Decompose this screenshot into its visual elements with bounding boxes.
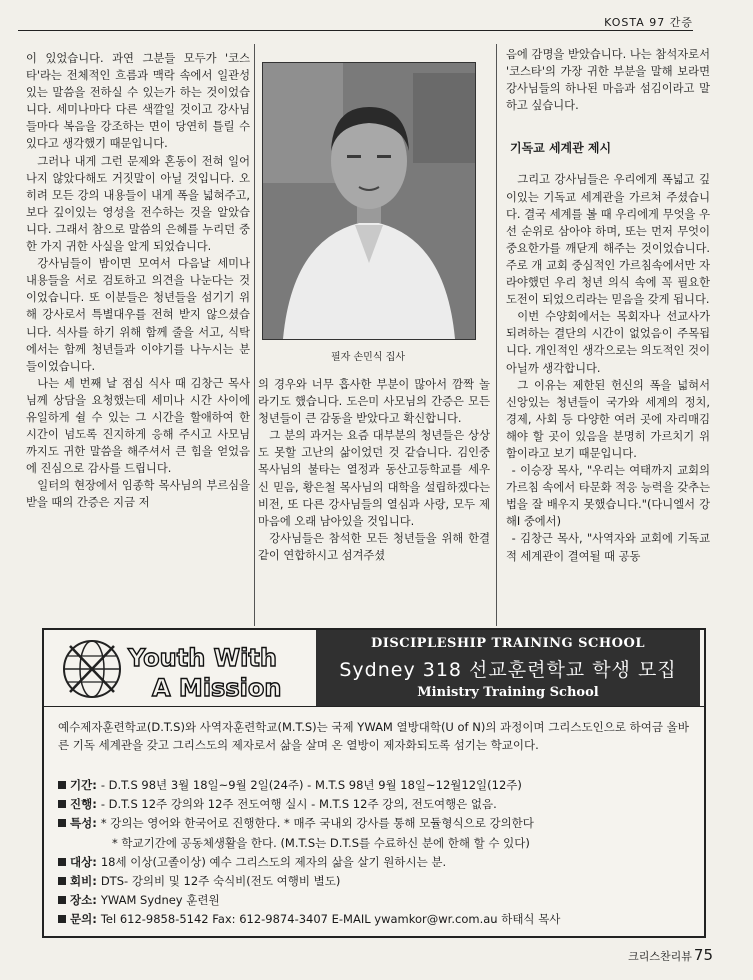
paragraph: 그리고 강사님들은 우리에게 폭넓고 깊이있는 기독교 세계관을 가르쳐 주셨습니다. 결국 세계를 볼 때 우리에게 무엇을 우선 순위로 삼아야 하며, 또는 먼저 무엇이 중요한가를 깨닫게 해주는 것이었습니다. 주로 개 교회 중심적인 가르침속에서만 자라야했던 우리 청년 의식 속에 꼭 필요한 도전이 되었으리라는 믿음을 갖게 됩니다. xyxy=(506,173,710,307)
page-number: 75 xyxy=(693,946,713,964)
detail-contact xyxy=(58,910,698,929)
detail-label: 진행: xyxy=(70,797,97,812)
ywam-advertisement xyxy=(42,628,706,938)
detail-value: Tel 612-9858-5142 Fax: 612-9874-3407 E-MAIL ywamkor@wr.com.au 하태식 목사 xyxy=(100,912,561,927)
paragraph: - 이승장 목사, "우리는 여태까지 교회의 가르침 속에서 타문화 적응 능력을 갖추는 법을 잘 배우지 못했습니다."(다니엘서 강해I 중에서) xyxy=(506,464,710,529)
ad-details xyxy=(58,776,698,930)
page-footer xyxy=(628,946,713,964)
detail-target xyxy=(58,853,698,872)
paragraph: 이번 수양회에서는 목회자나 선교사가 되려하는 결단의 시간이 없었음이 주목됩니다. 개인적인 생각으로는 의도적인 것이 아닐까 생각합니다. xyxy=(506,310,710,375)
ad-intro: 예수제자훈련학교(D.T.S)와 사역자훈련학교(M.T.S)는 국제 YWAM 열방대학(U of N)의 과정이며 그리스도인으로 하여금 올바른 기독 세계관을 갖고 그리스도의 제자로서 삶을 살며 온 열방이 제자화되도록 섬기는 학교이다. xyxy=(58,720,689,752)
paragraph: 의 경우와 너무 흡사한 부분이 많아서 깜짝 놀라기도 했습니다. 도은미 사모님의 간증은 모든 청년들이 큰 감동을 받았다고 확신합니다. xyxy=(258,378,490,426)
paragraph: 그 이유는 제한된 헌신의 폭을 넓혀서 신앙있는 청년들이 국가와 세계의 정치, 경제, 사회 등 다양한 여러 곳에 자리매김해야 할 곳이 있음을 분명히 가르치기 위함이라고 보기 때문입니다. xyxy=(506,378,710,460)
paragraph: 강사님들이 밤이면 모여서 다음날 세미나 내용들을 서로 검토하고 의견을 나눈다는 것이었습니다. 또 이분들은 청년들을 섬기기 위해 강사로서 특별대우를 전혀 받지 않으셨습니다. 식사를 하기 위해 함께 줄을 서고, 식탁에서는 함께 청년들과 이야기를 나누시는 분들이었습니다. xyxy=(26,257,250,373)
column-divider xyxy=(496,44,497,626)
school-title-box xyxy=(316,630,700,706)
paragraph: - 김창근 목사, "사역자와 교회에 기독교적 세계관이 결여될 때 공동 xyxy=(506,532,710,563)
detail-label: 특성: xyxy=(70,816,97,831)
detail-features-cont xyxy=(58,834,698,853)
author-photo xyxy=(262,62,476,340)
ywam-logo xyxy=(60,636,296,702)
detail-label: 회비: xyxy=(70,874,97,889)
detail-label: 문의: xyxy=(70,912,97,927)
detail-value: * 학교기간에 공동체생활을 한다. (M.T.S는 D.T.S를 수료하신 분에 한해 할 수 있다) xyxy=(112,835,530,850)
column-3 xyxy=(506,46,710,626)
logo-line-1: Youth With xyxy=(128,644,277,672)
paragraph: 나는 세 번째 날 점심 식사 때 김창근 목사님께 상담을 요청했는데 세미나 시간 사이에 유일하게 쉴 수 있는 그 시간을 할애하여 한 시간이 넘도록 진지하게 응해 주시고 사모님까지도 귀한 말씀을 해주셔서 큰 힘을 얻었음에 진심으로 감사를 드립니다. xyxy=(26,376,250,476)
magazine-name: 크리스찬리뷰 xyxy=(628,950,692,963)
detail-label: 기간: xyxy=(70,778,97,792)
school-title-top: DISCIPLESHIP TRAINING SCHOOL xyxy=(371,636,645,651)
paragraph: 강사님들은 참석한 모든 청년들을 위해 한결같이 연합하시고 섬겨주셨 xyxy=(258,531,490,562)
bullet-icon xyxy=(58,877,66,885)
paragraph: 일터의 현장에서 임종학 목사님의 부르심을 받을 때의 간증은 지금 저 xyxy=(26,479,250,510)
detail-label: 대상: xyxy=(70,854,97,869)
bullet-icon xyxy=(58,800,66,808)
detail-period xyxy=(58,776,698,795)
detail-location xyxy=(58,891,698,910)
ad-banner xyxy=(44,630,704,707)
bullet-icon xyxy=(58,896,66,904)
detail-value: 18세 이상(고졸이상) 예수 그리스도의 제자의 삶을 살기 원하시는 분. xyxy=(100,854,447,869)
detail-fee xyxy=(58,872,698,891)
bullet-icon xyxy=(58,781,66,789)
detail-progress xyxy=(58,795,698,814)
paragraph: 그 분의 과거는 요즘 대부분의 청년들은 상상도 못할 고난의 삶이었던 것 같습니다. 김인중 목사님의 불타는 열정과 동산고등학교를 세우신 믿음, 황은철 목사님의 대학을 설립하겠다는 비전, 또 다른 강사님들의 열심과 사랑, 모두 제 마음에 오래 남아있을 것입니다. xyxy=(258,429,490,528)
column-1 xyxy=(26,50,250,622)
school-title-bottom: Ministry Training School xyxy=(417,685,599,700)
bullet-icon xyxy=(58,858,66,866)
paragraph: 그러나 내게 그런 문제와 혼동이 전혀 일어나지 않았다해도 거짓말이 아닐 것입니다. 오히려 모든 강의 내용들이 내게 폭을 넓혀주고, 보다 깊이있는 영성을 전수하는 것을 알았습니다. 그래서 참으로 말씀의 은혜를 누리던 중 한 가지 귀한 사실을 알게 되었습니다. xyxy=(26,154,250,254)
detail-value: - D.T.S 98년 3월 18일~9월 2일(24주) - M.T.S 98년 9월 18일~12월12일(12주) xyxy=(100,778,522,792)
photo-caption: 필자 손민식 집사 xyxy=(331,352,405,363)
section-heading: 기독교 세계관 제시 xyxy=(510,141,612,156)
bullet-icon xyxy=(58,819,66,827)
detail-value: * 강의는 영어와 한국어로 진행한다. * 매주 국내외 강사를 통해 모듈형식으로 강의한다 xyxy=(100,816,534,831)
school-title-main: Sydney 318 선교훈련학교 학생 모집 xyxy=(339,659,677,681)
bullet-icon xyxy=(58,915,66,923)
detail-value: DTS- 강의비 및 12주 숙식비(전도 여행비 별도) xyxy=(100,874,341,889)
paragraph: 음에 감명을 받았습니다. 나는 참석자로서 '코스타'의 가장 귀한 부분을 말해 보라면 강사님들의 하나된 마음과 섬김이라고 말하고 싶습니다. xyxy=(506,48,710,113)
header-rule xyxy=(18,30,693,31)
detail-label: 장소: xyxy=(70,893,97,908)
detail-value: YWAM Sydney 훈련원 xyxy=(100,893,220,908)
logo-line-2: A Mission xyxy=(152,674,282,702)
detail-features xyxy=(58,814,698,833)
paragraph: 이 있었습니다. 과연 그분들 모두가 '코스타'라는 전체적인 흐름과 맥락 속에서 일관성있는 말씀을 전하실 수 있는가 하는 것이었습니다. 세미나마다 다른 색깔일 것이고 강사님들마다 복음을 강조하는 면이 당연히 틀릴 수 있다고 생각했기 때문입니다. xyxy=(26,52,250,151)
detail-value: - D.T.S 12주 강의와 12주 전도여행 실시 - M.T.S 12주 강의, 전도여행은 없음. xyxy=(100,797,497,812)
globe-icon xyxy=(64,641,120,697)
running-head: KOSTA 97 간증 xyxy=(604,16,693,29)
column-2 xyxy=(258,376,490,626)
column-divider xyxy=(254,44,255,626)
